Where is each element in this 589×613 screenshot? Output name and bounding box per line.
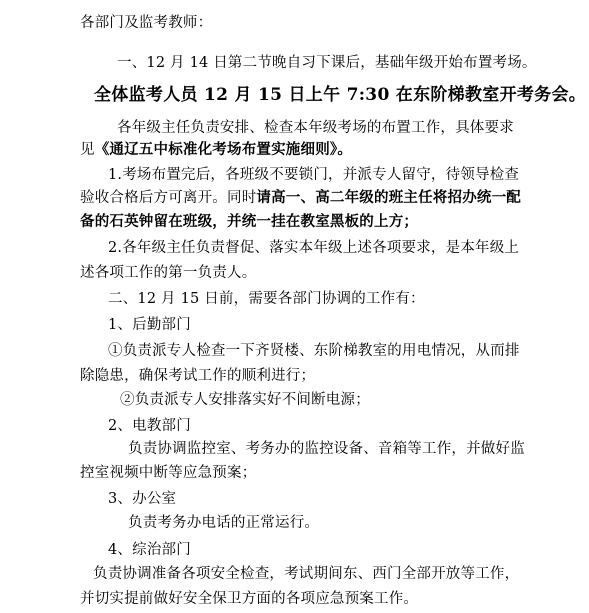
dept2-line1: 负责协调监控室、考务办的监控设备、音箱等工作，并做好监 <box>128 441 525 457</box>
paragraph-requirements-line1: 各年级主任负责安排、检查本年级考场的布置工作，具体要求 <box>117 120 514 136</box>
dept3-title: 3、办公室 <box>108 491 177 507</box>
item1-line2 <box>80 188 521 208</box>
item1-normal-text: 验收合格后方可离开。同时 <box>80 190 257 206</box>
section2-heading: 二、12 月 15 日前，需要各部门协调的工作有： <box>108 291 425 307</box>
dept1-line1: ①负责派专人检查一下齐贤楼、东阶梯教室的用电情况，从而排 <box>108 343 520 359</box>
item1-line1: 1.考场布置完后，各班级不要锁门，并派专人留守，待领导检查 <box>108 167 520 183</box>
item1-line3: 备的石英钟留在班级，并统一挂在教室黑板的上方； <box>80 213 419 230</box>
item2-line2: 述各项工作的第一负责人。 <box>80 265 257 281</box>
item1-bold-text: 请高一、高二年级的班主任将招办统一配 <box>256 189 522 206</box>
requirements-prefix: 见 <box>80 142 95 158</box>
paragraph-setup-time: 一、12 月 14 日第二节晚自习下课后，基础年级开始布置考场。 <box>117 55 537 71</box>
dept1-title: 1、后勤部门 <box>108 317 191 333</box>
salutation: 各部门及监考教师： <box>80 15 213 31</box>
item2-line1: 2.各年级主任负责督促、落实本年级上述各项要求，是本年级上 <box>108 240 520 256</box>
dept1-line3: ②负责派专人安排落实好不间断电源； <box>120 392 370 408</box>
dept4-line1: 负责协调准备各项安全检查，考试期间东、西门全部开放等工作， <box>93 566 520 582</box>
paragraph-meeting-notice: 全体监考人员 12 月 15 日上午 7:30 在东阶梯教室开考务会。 <box>94 85 587 105</box>
paragraph-requirements-line2 <box>80 140 352 160</box>
dept3-line1: 负责考务办电话的正常运行。 <box>128 515 320 531</box>
dept4-title: 4、综治部门 <box>108 542 191 558</box>
dept1-line2: 除隐患，确保考试工作的顺利进行； <box>80 368 316 384</box>
dept4-line2: 并切实提前做好安全保卫方面的各项应急预案工作。 <box>80 591 419 607</box>
dept2-title: 2、电教部门 <box>108 418 191 434</box>
dept2-line2: 控室视频中断等应急预案； <box>80 465 257 481</box>
regulation-title: 《通辽五中标准化考场布置实施细则》。 <box>94 141 353 158</box>
